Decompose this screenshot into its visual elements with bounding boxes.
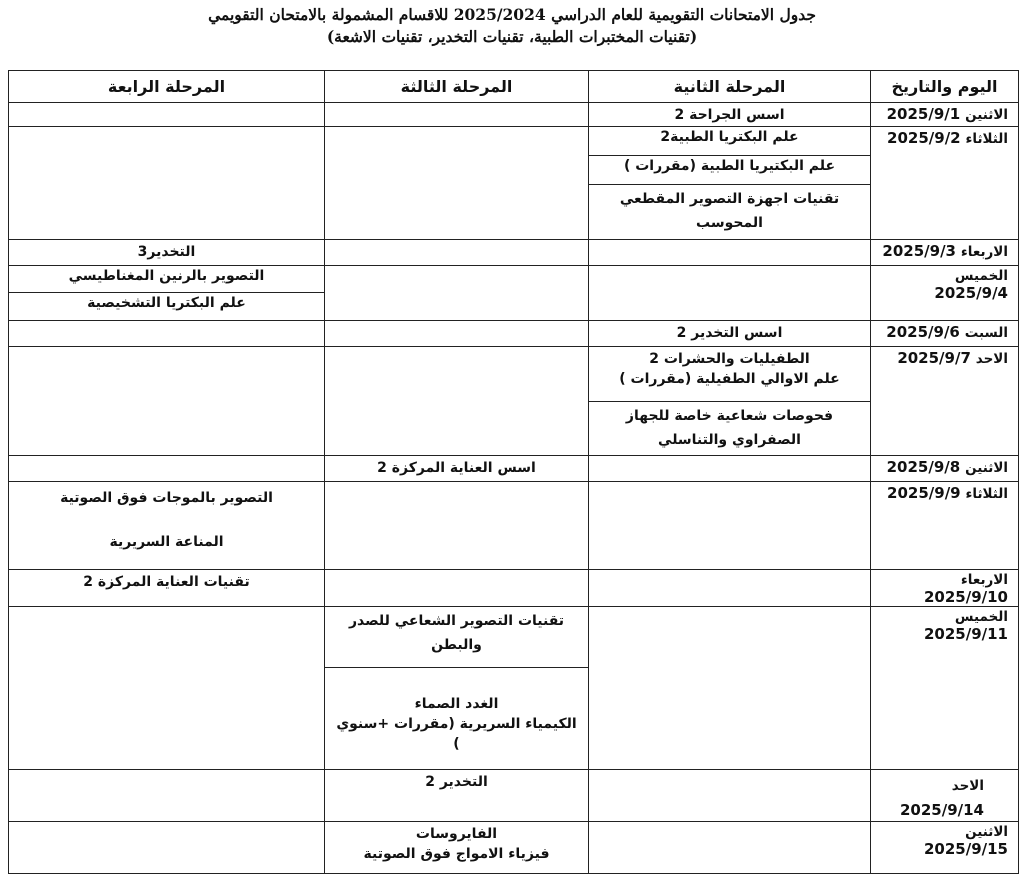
stage2-cell <box>589 321 871 347</box>
subject: فيزياء الامواج فوق الصوتية <box>363 846 550 862</box>
table-row <box>9 570 1019 607</box>
date: 2025/9/10 <box>923 588 1008 606</box>
subject: التصوير بالرنين المغناطيسي <box>68 268 265 284</box>
day-cell <box>871 127 1019 240</box>
subject: المناعة السريرية <box>109 534 224 550</box>
stage2-cell <box>589 127 871 240</box>
stage4-cell <box>9 240 325 266</box>
day-name: السبت <box>964 325 1008 341</box>
stage4-cell <box>9 482 325 570</box>
table-row <box>9 266 1019 321</box>
stage3-cell <box>325 266 589 321</box>
date: 2025/9/6 <box>886 323 960 341</box>
date: 2025/9/3 <box>882 242 956 260</box>
stage2-cell <box>589 570 871 607</box>
stage3-cell <box>325 347 589 456</box>
date: 2025/9/2 <box>887 129 961 147</box>
stage3-cell <box>325 103 589 127</box>
stage4-cell <box>9 456 325 482</box>
day-name: الاربعاء <box>960 572 1008 588</box>
table-row <box>9 240 1019 266</box>
stage3-cell <box>325 127 589 240</box>
stage3-cell <box>325 607 589 770</box>
stage3-cell <box>325 822 589 874</box>
date: 2025/9/15 <box>923 840 1008 858</box>
column-header-stage2: المرحلة الثانية <box>589 71 871 103</box>
day-name: الثلاثاء <box>965 131 1008 147</box>
exam-schedule-table <box>8 70 1019 874</box>
stage2-cell <box>589 103 871 127</box>
stage2-cell <box>589 770 871 822</box>
stage2-cell <box>589 347 871 456</box>
date: 2025/9/4 <box>934 284 1008 302</box>
subject-group <box>325 667 588 769</box>
subject-group <box>589 347 870 401</box>
subject: الكيمياء السريرية (مقررات +سنوي ) <box>336 716 577 752</box>
day-cell <box>871 266 1019 321</box>
day-name: الاحد <box>951 778 984 794</box>
day-name: الاحد <box>975 351 1008 367</box>
table-row <box>9 456 1019 482</box>
date: 2025/9/14 <box>899 801 984 819</box>
day-name: الثلاثاء <box>965 486 1008 502</box>
date: 2025/9/11 <box>923 625 1008 643</box>
stage4-cell <box>9 770 325 822</box>
subject: علم البكتريا الطبية2 <box>660 129 799 145</box>
stage4-cell <box>9 822 325 874</box>
day-cell <box>871 482 1019 570</box>
subject: التخدير 2 <box>425 774 488 790</box>
subject: اسس العناية المركزة 2 <box>377 460 536 476</box>
day-name: الخميس <box>954 609 1008 625</box>
stage2-cell <box>589 240 871 266</box>
subject: التخدير3 <box>137 244 196 260</box>
subject: اسس الجراحة 2 <box>674 107 785 123</box>
stage2-cell <box>589 822 871 874</box>
stage2-cell <box>589 266 871 321</box>
table-header-row <box>9 71 1019 103</box>
stage2-cell <box>589 482 871 570</box>
date: 2025/9/1 <box>886 105 961 123</box>
column-header-stage4: المرحلة الرابعة <box>9 71 325 103</box>
day-name: الاثنين <box>965 107 1008 123</box>
stage4-cell <box>9 607 325 770</box>
day-cell <box>871 607 1019 770</box>
page-title <box>0 4 1024 48</box>
stage2-cell <box>589 607 871 770</box>
subject: التصوير بالموجات فوق الصوتية <box>60 490 273 506</box>
subject: علم الاوالي الطفيلية (مقررات ) <box>619 371 840 387</box>
day-name: الاربعاء <box>960 244 1008 260</box>
column-header-day: اليوم والتاريخ <box>871 71 1019 103</box>
subject: فحوصات شعاعية خاصة للجهاز الصفراوي والتناسلي <box>589 401 870 455</box>
stage2-cell <box>589 456 871 482</box>
day-name: الاثنين <box>965 824 1008 840</box>
subject: اسس التخدير 2 <box>676 325 783 341</box>
stage3-cell <box>325 770 589 822</box>
day-cell <box>871 321 1019 347</box>
subject: علم البكتريا التشخيصية <box>9 292 324 320</box>
day-cell <box>871 103 1019 127</box>
day-cell <box>871 570 1019 607</box>
stage3-cell <box>325 482 589 570</box>
date: 2025/9/7 <box>897 349 971 367</box>
stage3-cell <box>325 570 589 607</box>
stage3-cell <box>325 321 589 347</box>
table-row <box>9 321 1019 347</box>
day-name: الاثنين <box>965 460 1008 476</box>
subject: الطفيليات والحشرات 2 <box>649 351 810 367</box>
date: 2025/9/9 <box>887 484 961 502</box>
day-cell <box>871 822 1019 874</box>
stage4-cell <box>9 127 325 240</box>
subject: علم البكتيريا الطبية (مقررات ) <box>589 155 870 184</box>
stage3-cell <box>325 456 589 482</box>
day-cell <box>871 456 1019 482</box>
table-row <box>9 127 1019 240</box>
title-line-2: (تقنيات المختبرات الطبية، تقنيات التخدير، تقنيات الاشعة) <box>326 27 698 46</box>
stage3-cell <box>325 240 589 266</box>
day-cell <box>871 347 1019 456</box>
table-row <box>9 347 1019 456</box>
table-row <box>9 822 1019 874</box>
day-cell <box>871 240 1019 266</box>
table-row <box>9 770 1019 822</box>
date: 2025/9/8 <box>886 458 961 476</box>
subject: تقنيات اجهزة التصوير المقطعي المحوسب <box>589 184 870 239</box>
stage4-cell <box>9 103 325 127</box>
day-cell <box>871 770 1019 822</box>
subject: تقنيات التصوير الشعاعي للصدر والبطن <box>348 613 565 653</box>
stage4-cell <box>9 266 325 321</box>
subject: تقنيات العناية المركزة 2 <box>83 574 250 590</box>
table-row <box>9 103 1019 127</box>
stage4-cell <box>9 347 325 456</box>
stage4-cell <box>9 570 325 607</box>
subject: الفايروسات <box>415 826 498 842</box>
subject: الغدد الصماء <box>414 696 499 712</box>
table-row <box>9 482 1019 570</box>
table-row <box>9 607 1019 770</box>
stage4-cell <box>9 321 325 347</box>
title-line-1: جدول الامتحانات التقويمية للعام الدراسي 2025/2024 للاقسام المشمولة بالامتحان التقويمي <box>208 5 816 24</box>
column-header-stage3: المرحلة الثالثة <box>325 71 589 103</box>
day-name: الخميس <box>954 268 1008 284</box>
